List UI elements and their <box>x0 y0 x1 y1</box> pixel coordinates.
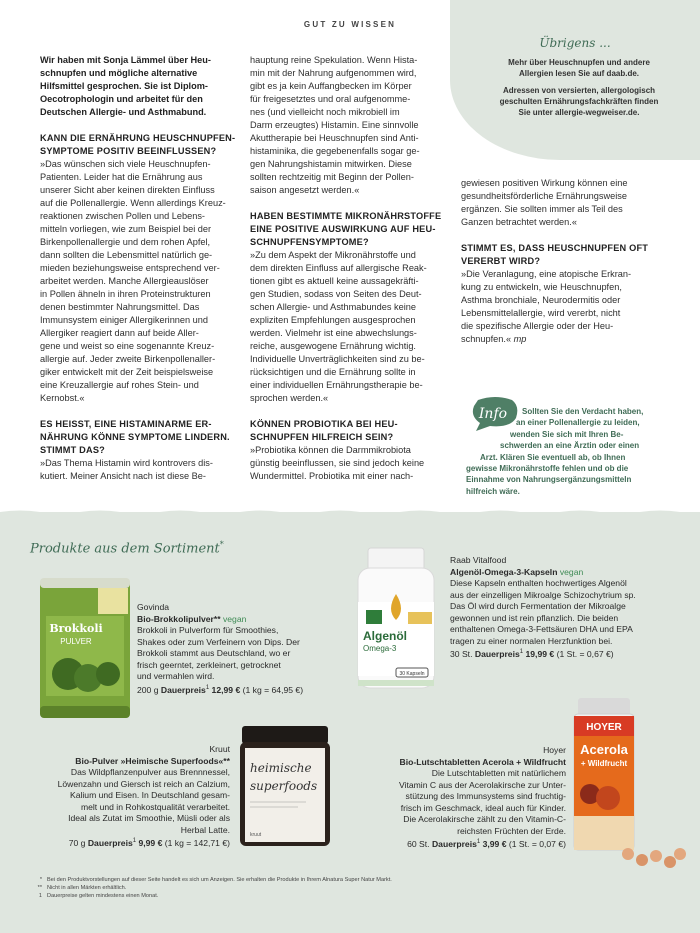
text-line: schnupfen und mögliche alternative <box>40 68 198 78</box>
answer-paragraph <box>461 177 683 229</box>
description-line: Die Acerolakirsche zählt zu den Vitamin-C- <box>403 814 566 824</box>
price-mark: 1 <box>205 684 210 691</box>
description-line: aus der einzelligen Mikroalge Schizochytrium sp. <box>450 589 636 600</box>
description-line: Diese Kapseln enthalten hochwertiges Algenöl <box>450 578 627 588</box>
text-line: die spezifische Allergie oder der Heu- <box>461 321 614 331</box>
text-line: »Die Veranlagung, eine atopische Erkran- <box>461 269 632 279</box>
bottle-label-count: 30 Kapseln <box>399 671 425 677</box>
can-label-main: Brokkoli <box>49 622 103 635</box>
description-line: reichsten Früchten der Erde. <box>457 825 566 836</box>
text-line: Individuelle Unverträglichkeiten sind zu be- <box>250 354 425 364</box>
description-line: Kalium und Eisen. In Deutschland gesam- <box>69 790 230 800</box>
footnote <box>30 876 670 884</box>
price-label: Dauerpreis <box>87 837 133 848</box>
text-line: SYMPTOME POSITIV BEEINFLUSSEN? <box>40 146 217 156</box>
text-line: Allergiker reagiert dann auf beide Aller- <box>40 328 199 338</box>
price-label: Dauerpreis <box>474 648 520 659</box>
price-mark: 1 <box>132 838 137 844</box>
product-price-line <box>450 647 692 660</box>
text-line: nes (und vielleicht noch mikrobiell im <box>250 107 400 117</box>
info-line: Einnahme von Nahrungsergänzungsmitteln <box>466 475 632 485</box>
kruut-superfood-jar-image[interactable] <box>236 724 334 848</box>
text-line: Ganzen betrachtet werden.« <box>461 217 577 227</box>
text-line: Darm erzeugtes) Histamin. Eine sinnvolle <box>250 120 419 130</box>
text-line: dem direkten Einfluss auf allergische Reak- <box>250 263 427 273</box>
description-line: Ideal als Zutat im Smoothie, Müsli oder als <box>68 813 230 823</box>
article-column-3 <box>461 177 683 346</box>
footnote-mark: ** <box>37 885 42 891</box>
can-label-sub: PULVER <box>60 637 92 646</box>
text-line: STIMMT DAS? <box>40 445 105 455</box>
text-line: »Probiotika können die Darmmikrobiota <box>250 445 411 455</box>
text-line: kung zu entwickeln, wie Heuschnupfen, <box>461 282 622 292</box>
product-name: Bio-Pulver »Heimische Superfoods«** <box>75 755 230 766</box>
products-title-mark: * <box>219 540 224 549</box>
text-line: Hilfsmittel gesprochen. Sie ist Diplom- <box>40 81 208 91</box>
footnotes <box>30 876 670 900</box>
product-name: Bio-Brokkolipulver** <box>137 613 221 624</box>
text-line: sprochen werden.« <box>250 393 329 403</box>
aside-line: Mehr über Heuschnupfen und andere <box>508 58 650 67</box>
aside-link-daab[interactable]: Allergien lesen Sie auf daab.de. <box>518 69 640 78</box>
text-line: mitteln vorliegen, wie zum Beispiel bei der <box>40 224 212 234</box>
text-line: gesundheitsförderliche Ernährungsweise <box>461 191 627 201</box>
text-line: SCHNUPFEN HILFREICH SEIN? <box>250 432 394 442</box>
product-name-line <box>450 567 692 579</box>
bottle-label-main: Algenöl <box>363 629 407 643</box>
info-line: hilfreich wäre. <box>466 486 520 496</box>
text-line: Patienten. Leider hat die Ernährung aus <box>40 172 203 182</box>
footnote-text: Nicht in allen Märkten erhältlich. <box>47 885 127 891</box>
info-line: schwerden an eine Ärztin oder einen <box>500 441 640 451</box>
description-line: frisch geerntet, zerkleinert, getrocknet <box>137 659 281 670</box>
text-line: gibt es ja kein Auffangbecken im Körper <box>250 81 412 91</box>
footnote-mark: 1 <box>38 893 42 899</box>
text-line: schen Allergie- und Asthmabundes keine <box>250 302 416 312</box>
product-amount: 60 St. <box>407 838 430 849</box>
text-line: NÄHRUNG KÖNNE SYMPTOME LINDERN. <box>40 432 230 442</box>
text-line: werden. Vielmehr ist eine abwechslungs- <box>250 328 417 338</box>
text-line: sollten rechtzeitig mit Beginn der Pollen- <box>250 172 414 182</box>
footnote <box>30 884 670 892</box>
text-line: EINE POSITIVE AUSWIRKUNG AUF HEU- <box>250 224 436 234</box>
text-line: gen Nahrungshistamin mitwirken. Diese <box>250 159 412 169</box>
tube-label-main: Acerola <box>580 742 628 757</box>
text-line: Wir haben mit Sonja Lämmel über Heu- <box>40 55 211 65</box>
price-label: Dauerpreis <box>160 684 206 695</box>
product-kruut <box>30 744 230 849</box>
product-brand: Kruut <box>209 744 230 754</box>
jar-label-main: heimische <box>250 761 312 775</box>
question-heading <box>250 210 456 249</box>
question-heading <box>40 418 246 457</box>
text-line: eine Kreuzallergie auf rohes Stein- und <box>40 380 199 390</box>
acerola-tablet-tube-image[interactable] <box>568 694 692 870</box>
text-line: arbeitet werden. Manche Allergieauslöser <box>40 276 209 286</box>
unit-price: (1 kg = 64,95 €) <box>242 684 304 695</box>
text-line: expliziten Empfehlungen ausgesprochen <box>250 315 416 325</box>
answer-paragraph <box>461 268 683 346</box>
text-line: unserer Sicht aber keinen direkten Einfluss <box>40 185 215 195</box>
text-line: HABEN BESTIMMTE MIKRONÄHRSTOFFE <box>250 211 442 221</box>
text-line: histaminika, die gegebenenfalls sogar ge- <box>250 146 420 156</box>
description-line: enthaltenen Omega-3-Fettsäuren DHA und EPA <box>450 624 633 634</box>
text-line: reaktionen zwischen Pollen und Lebens- <box>40 211 205 221</box>
tube-label-brand: HOYER <box>586 722 622 733</box>
text-line: günstig beeinflussen, sie sind jedoch keine <box>250 458 425 468</box>
description-line: tragen zu einer normalen Herzfunktion bei. <box>450 635 613 646</box>
question-heading <box>40 132 246 158</box>
text-line: Asthma bronchiale, Neurodermitis oder <box>461 295 621 305</box>
text-line: dann sollten die Lebensmittel natürlich ge- <box>40 250 213 260</box>
text-line: »Zu dem Aspekt der Mikronährstoffe und <box>250 250 416 260</box>
aside-line: geschulten Ernährungsfachkräften finden <box>499 97 659 106</box>
unit-price: (1 St. = 0,67 €) <box>556 648 614 659</box>
text-line: reiche, ausgewogene Ernährung wichtig. <box>250 341 416 351</box>
text-line: saison angesetzt werden.« <box>250 185 360 195</box>
info-line: wenden Sie sich mit Ihren Be- <box>510 429 624 439</box>
algenoel-capsule-bottle-image[interactable] <box>348 546 444 692</box>
text-line: »Das wünschen sich viele Heuschnupfen- <box>40 159 211 169</box>
text-line: STIMMT ES, DASS HEUSCHNUPFEN OFT <box>461 243 649 253</box>
description-line: Brokkoli stammt aus Deutschland, wo er <box>137 648 291 658</box>
answer-paragraph <box>250 249 456 405</box>
product-algenoel <box>450 555 692 660</box>
info-badge-label: Info <box>478 406 508 422</box>
vegan-tag: vegan <box>559 566 584 577</box>
question-heading <box>461 242 683 268</box>
text-line: Kernobst.« <box>40 393 85 403</box>
text-line: allergie auf. Jeder zweite Birkenpollenaller- <box>40 354 216 364</box>
product-price: 12,99 € <box>211 684 241 695</box>
section-title: GUT ZU WISSEN <box>303 20 397 29</box>
text-line: gen Studien, sodass von Seiten des Deut- <box>250 289 422 299</box>
text-line: Lebensmittelallergie, wird vererbt, nicht <box>461 308 621 318</box>
description-line: gewonnen und ist rein pflanzlich. Die beiden <box>450 612 619 623</box>
info-line: Arzt. Klären Sie eventuell ab, ob Ihnen <box>480 452 626 462</box>
product-amount: 200 g <box>137 684 159 695</box>
description-line: Brokkoli in Pulverform für Smoothies, <box>137 625 279 635</box>
description-line: und vermahlen wird. <box>137 671 215 681</box>
product-name: Algenöl-Omega-3-Kapseln <box>450 566 558 577</box>
description-line: Shakes oder zum Verfeinern von Dips. Der <box>137 636 300 647</box>
product-brand: Raab Vitalfood <box>450 555 507 565</box>
info-text <box>466 406 688 497</box>
description-line: melt und in Rohkostqualität verarbeitet. <box>80 801 230 812</box>
unit-price: (1 kg = 142,71 €) <box>164 837 230 848</box>
product-description <box>30 767 230 836</box>
aside-text-daab <box>486 57 672 79</box>
text-line: denen bestimmter Nahrungsmittel. Das <box>40 302 200 312</box>
description-line: Löwenzahn und Giersch ist reich an Calzium, <box>57 778 230 789</box>
product-description <box>137 625 337 683</box>
text-line: min mit der Nahrung aufgenommen wird, <box>250 68 417 78</box>
product-brand: Hoyer <box>543 745 566 755</box>
answer-paragraph <box>40 457 246 483</box>
text-line: hauptung reine Spekulation. Wenn Hista- <box>250 55 418 65</box>
text-line: gene und weist so eine sogenannte Kreuz- <box>40 341 215 351</box>
text-line: VERERBT WIRD? <box>461 256 541 266</box>
tube-label-sub: + Wildfrucht <box>580 759 628 768</box>
text-line: auf die Pollenallergie. Wenn allerdings Kreuz- <box>40 198 226 208</box>
product-price-line <box>30 836 230 849</box>
info-line: an einer Pollenallergie zu leiden, <box>516 418 640 428</box>
footnote-text: Dauerpreise gelten mindestens einen Monat. <box>47 893 159 899</box>
product-amount: 30 St. <box>450 648 473 659</box>
text-line: für freigesetztes und oral aufgenomme- <box>250 94 411 104</box>
author-signature: mp <box>513 334 527 344</box>
info-line: gewisse Mikronährstoffe fehlen und ob die <box>466 464 629 474</box>
text-line: Immunsystem einiger Allergikerinnen und <box>40 315 209 325</box>
torn-edge-divider <box>0 508 700 516</box>
text-line: KÖNNEN PROBIOTIKA BEI HEU- <box>250 419 398 429</box>
description-line: stützung des Immunsystems sind fruchtig- <box>405 791 566 801</box>
text-line: »Das Thema Histamin wird kontrovers dis- <box>40 458 213 468</box>
text-line: giker entwickelt mit der Zeit beispielsweise <box>40 367 214 377</box>
text-line: KANN DIE ERNÄHRUNG HEUSCHNUPFEN- <box>40 133 236 143</box>
description-line: Das Öl wird durch Fermentation der Mikroalge <box>450 601 626 611</box>
footnote-text: Bei den Produktvorstellungen auf dieser Seite handelt es sich um Anzeigen. Sie erhalten die Produkte in Ihrem Alnatura Super Natur Markt. <box>47 877 392 883</box>
text-line: Deutschen Allergie- und Asthmabund. <box>40 107 207 117</box>
aside-link-wegweiser[interactable]: Sie unter allergie-wegweiser.de. <box>518 108 640 117</box>
product-brand: Govinda <box>137 602 170 612</box>
answer-paragraph <box>250 444 456 483</box>
text-line: Wundermittel. Probiotika mit einer nach- <box>250 471 414 481</box>
text-line: ES HEISST, EINE HISTAMINARME ER- <box>40 419 212 429</box>
question-heading <box>250 418 456 444</box>
text-line: rücksichtigen und die Ernährung sollte in <box>250 367 416 377</box>
product-name-line <box>30 756 230 768</box>
description-line: Das Wildpflanzenpulver aus Brennnessel, <box>70 767 230 777</box>
text-line: einer individuellen Ernährungstherapie be- <box>250 380 423 390</box>
jar-label-brand: kruut <box>250 832 262 838</box>
info-line: Sollten Sie den Verdacht haben, <box>522 407 644 416</box>
product-amount: 70 g <box>68 837 86 848</box>
description-line: Vitamin C aus der Acerolakirsche zur Unter- <box>398 779 566 790</box>
product-price: 19,99 € <box>525 648 555 659</box>
footnote-mark: * <box>39 877 42 883</box>
intro-paragraph <box>40 54 246 119</box>
product-price: 3,99 € <box>482 838 507 849</box>
vegan-tag: vegan <box>222 613 247 624</box>
text-line: kutiert. Meiner Ansicht nach ist diese Be- <box>40 471 206 481</box>
text-line: tionen gibt es aktuell keine aussagekräfti- <box>250 276 419 286</box>
text-line: mieden beziehungsweise entsprechend ver- <box>40 263 220 273</box>
price-mark: 1 <box>519 649 524 655</box>
product-description <box>364 768 566 837</box>
text-line: gewiesen positiven Wirkung können eine <box>461 178 628 188</box>
product-brokkoli <box>137 602 337 696</box>
price-mark: 1 <box>476 839 481 845</box>
text-line: SCHNUPFENSYMPTOME? <box>250 237 369 247</box>
text-line: ergänzen. Sie sollten immer als Teil des <box>461 204 623 214</box>
text-line: Oecotrophologin und arbeitet für den <box>40 94 203 104</box>
aside-line: Adressen von versierten, allergologisch <box>502 86 656 95</box>
product-price-line <box>137 683 337 696</box>
price-label: Dauerpreis <box>431 838 477 849</box>
description-line: frisch im Geschmack, ideal auch für Kinder. <box>400 802 566 813</box>
footnote <box>30 892 670 900</box>
answer-paragraph <box>250 54 456 197</box>
jar-label-sub: superfoods <box>250 779 318 793</box>
bottle-label-sub: Omega-3 <box>363 644 397 653</box>
text-line: Akuttherapie bei Heuschnupfen sind Anti- <box>250 133 419 143</box>
article-column-1 <box>40 54 246 483</box>
products-title <box>30 540 224 556</box>
description-line: Die Lutschtabletten mit natürlichem <box>431 768 566 778</box>
product-price: 9,99 € <box>138 837 163 848</box>
product-price-line <box>364 837 566 850</box>
text-line: in Pollen ähneln in ihren Proteinstrukturen <box>40 289 211 299</box>
text-line: Birkenpollenallergie und dem rohen Apfel, <box>40 237 211 247</box>
aside-text-wegweiser <box>486 85 672 118</box>
product-name-line <box>364 757 566 769</box>
answer-paragraph <box>40 158 246 405</box>
product-description <box>450 578 692 647</box>
article-column-2 <box>250 54 456 483</box>
product-name-line <box>137 614 337 626</box>
product-name: Bio-Lutschtabletten Acerola + Wildfrucht <box>399 756 566 767</box>
brokkoli-powder-can-image[interactable] <box>38 574 132 720</box>
products-title-text: Produkte aus dem Sortiment <box>30 541 220 557</box>
product-acerola <box>364 745 566 850</box>
text-line: schnupfen.« <box>461 334 512 344</box>
description-line: Herbal Latte. <box>180 824 230 835</box>
unit-price: (1 St. = 0,07 €) <box>508 838 566 849</box>
aside-title: Übrigens ... <box>539 36 611 50</box>
